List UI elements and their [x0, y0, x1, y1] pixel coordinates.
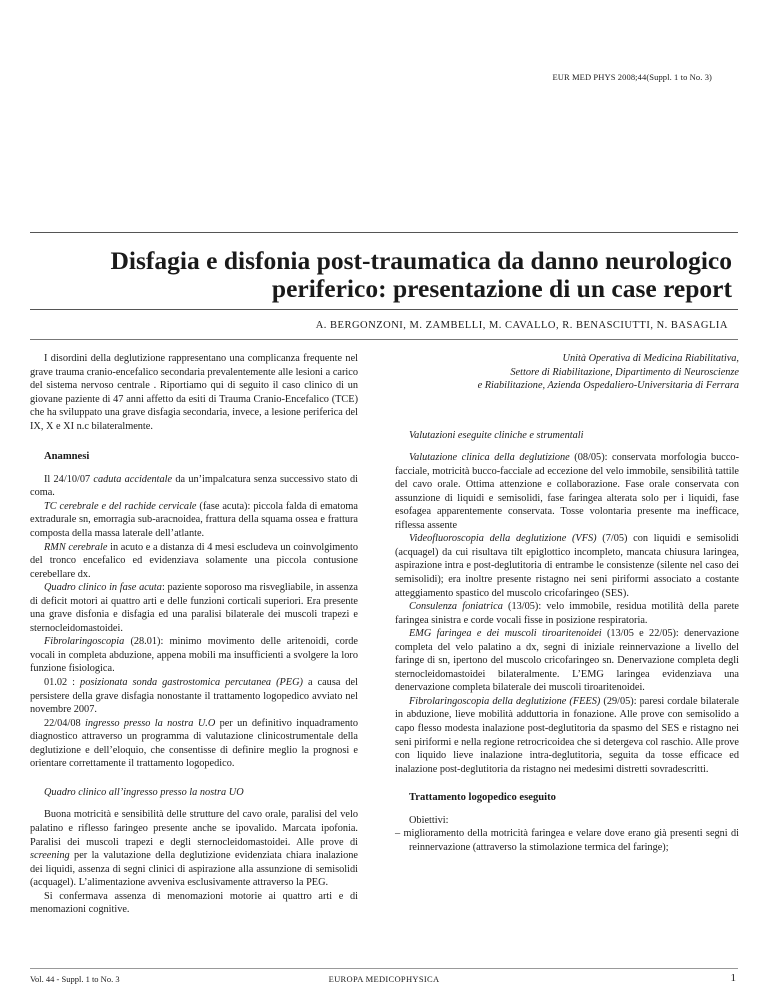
- title-line-2: periferico: presentazione di un case report: [271, 274, 732, 303]
- title-top-rule: [30, 232, 738, 233]
- page-number: 1: [730, 972, 736, 984]
- subsection-heading-valutazioni: Valutazioni eseguite cliniche e strumentali: [409, 429, 584, 441]
- authors: A. BERGONZONI, M. ZAMBELLI, M. CAVALLO, R. BENASCIUTTI, N. BASAGLIA: [315, 320, 728, 331]
- right-column: [395, 352, 739, 854]
- authors-rule: [30, 339, 738, 340]
- section-heading-anamnesi: Anamnesi: [44, 451, 90, 463]
- footer-journal-name: EUROPA MEDICOPHYSICA: [328, 974, 440, 984]
- paragraph-caduta: Il 24/10/07 caduta accidentale da un’impalcatura senza successivo stato di coma.: [30, 473, 358, 499]
- obiettivi-list: [395, 827, 739, 854]
- left-column: [30, 352, 358, 917]
- section-heading-trattamento: Trattamento logopedico eseguito: [409, 792, 556, 804]
- obiettivi-label: Obiettivi:: [409, 814, 449, 826]
- paragraph-peg: 01.02 : posizionata sonda gastrostomica percutanea (PEG) a causa del persistere della grave disfagia nonostante il trattamento logopedico avviato nel novembre 2007.: [30, 677, 358, 716]
- paragraph-quadro-acuta: Quadro clinico in fase acuta: paziente soporoso ma risvegliabile, in assenza di deficit motori ai quattro arti e delle funzioni corticali superiori. Era presente una grave disfonia e disfagia ed una paralisi bilaterale dei muscoli trapezi e sternocleidomastoidei.: [30, 582, 358, 634]
- paragraph-consulenza-foniatrica: Consulenza foniatrica (13/05): velo immobile, residua motilità della parete faringea sinistra e corde vocali fisse in posizione respiratoria.: [395, 601, 740, 626]
- paragraph-valutazione-clinica: Valutazione clinica della deglutizione (08/05): conservata morfologia bucco-facciale, motricità bucco-facciale ad eccezione del velo immobile, sensibilità tattile del cavo orale. Ottima attenzione e collaborazione. Fase orale conservata con assunzione di liquidi e semisolidi, fase faringea alterata solo per i liquidi, fase esofagea apparentemente conservata. Tosse volontaria presente ma inefficace, riflessa assente: [395, 452, 740, 531]
- article-title: [72, 247, 732, 303]
- paragraph-quadro-ingresso: Buona motricità e sensibilità delle strutture del cavo orale, paralisi del velo palatino e riflesso faringeo presente anche se ipovalido. Marcata ipofonia. Paralisi dei muscoli trapezi e degli sternocleidomastoidei. Alle prove di screening per la valutazione della deglutizione evidenziata chiara inalazione dei liquidi, assenza di segni clinici di aspirazione alla assunzione di semisolidi (acquagel). L’alimentazione avveniva esclusivamente attraverso la PEG.: [30, 809, 358, 889]
- affiliation-line-2: Settore di Riabilitazione, Dipartimento di Neuroscienze: [510, 366, 739, 378]
- subsection-heading-quadro-ingresso: Quadro clinico all’ingresso presso la nostra UO: [44, 786, 244, 798]
- journal-reference: EUR MED PHYS 2008;44(Suppl. 1 to No. 3): [552, 72, 712, 82]
- paragraph-tc: TC cerebrale e del rachide cervicale (fase acuta): piccola falda di ematoma extradurale sn, emorragia sub-aracnoidea, frattura della squama ossea e frattura composta della massa laterale dell’atlante.: [30, 500, 358, 540]
- paragraph-fees: Fibrolaringoscopia della deglutizione (FEES) (29/05): paresi cordale bilaterale in abduzione, lieve mobilità adduttoria in fonazione. Alle prove con semisolido a capo flesso modesta inalazione post-deglutitoria da spasmo del SES e ristagno nei seni piriformi e nella regione retrocricoidea che si detergeva col raschio. Alle prove con liquido lieve inalazione intra-deglutitoria, seguita da tosse efficace ed inalazione post-deglutitoria da ristagno nei medesimi distretti sovradescritti.: [395, 695, 739, 775]
- paragraph-rmn: RMN cerebrale in acuto e a distanza di 4 mesi escludeva un coinvolgimento del tronco encefalico ed evidenziava solamente una piccola contusione cerebellare dx.: [30, 541, 358, 580]
- paragraph-ingresso: 22/04/08 ingresso presso la nostra U.O per un definitivo inquadramento diagnostico attraverso un programma di valutazione clinicostrumentale della deglutizione e dell’eloquio, che consentisse di definire meglio la prognosi e orientare correttamente il trattamento logopedico.: [30, 717, 358, 770]
- affiliation-line-1: Unità Operativa di Medicina Riabilitativa,: [562, 353, 739, 364]
- affiliation-line-3: e Riabilitazione, Azienda Ospedaliero-Universitaria di Ferrara: [477, 380, 739, 391]
- abstract-intro: I disordini della deglutizione rappresentano una complicanza frequente nel grave trauma cranio-encefalico secondaria prevalentemente alle lesioni a carico del sistema nervoso centrale . Riportiamo qui di seguito il caso clinico di un giovane paziente di 47 anni affetto da esiti di Trauma Cranio-Encefalico (TCE) che ha sviluppato una grave disfagia secondaria, invece, a lesione periferica del IX, X e XI n.c bilateralmente.: [30, 353, 358, 432]
- footer-volume: Vol. 44 - Suppl. 1 to No. 3: [30, 974, 120, 984]
- list-item: – miglioramento della motricità faringea e velare dove erano già presenti segni di reinnervazione (attraverso la stimolazione termica del faringe);: [395, 828, 739, 853]
- paragraph-conferma: Si confermava assenza di menomazioni motorie ai quattro arti e di menomazioni cognitive.: [30, 890, 358, 916]
- footer-rule: [30, 968, 738, 969]
- affiliation: [395, 352, 739, 393]
- paragraph-emg: EMG faringea e dei muscoli tiroaritenoidei (13/05 e 22/05): denervazione completa del velo palatino a dx, segni di iniziale reinnervazione a livello del faringe di sn, ipertono del muscolo cricofaringeo sn. Denervazione completa degli sternocleidomastoidei bilateralmente. L’EMG laringea evidenziava una denervazione completa bilaterale dei muscoli tiroaritenoidei.: [395, 628, 739, 694]
- paragraph-vfs: Videofluoroscopia della deglutizione (VFS) (7/05) con liquidi e semisolidi (acquagel) da cui risultava tilt epiglottico incompleto, mancata chiusura laringea, aspirazione intra e post-deglutitoria di entrambe le consistenze (silente nel caso dei semisolidi); era inoltre presente ristagno nei seni piriformi associato a costante atteggiamento spastico del muscolo cricofaringeo (SES).: [395, 533, 739, 599]
- title-line-1: Disfagia e disfonia post-traumatica da danno neurologico: [110, 246, 732, 275]
- paragraph-fibrolaringoscopia: Fibrolaringoscopia (28.01): minimo movimento delle aritenoidi, corde vocali in completa abduzione, appena mobili ma insufficienti a svolgere la loro funzione fisiologica.: [30, 636, 358, 675]
- title-bottom-rule: [30, 309, 738, 310]
